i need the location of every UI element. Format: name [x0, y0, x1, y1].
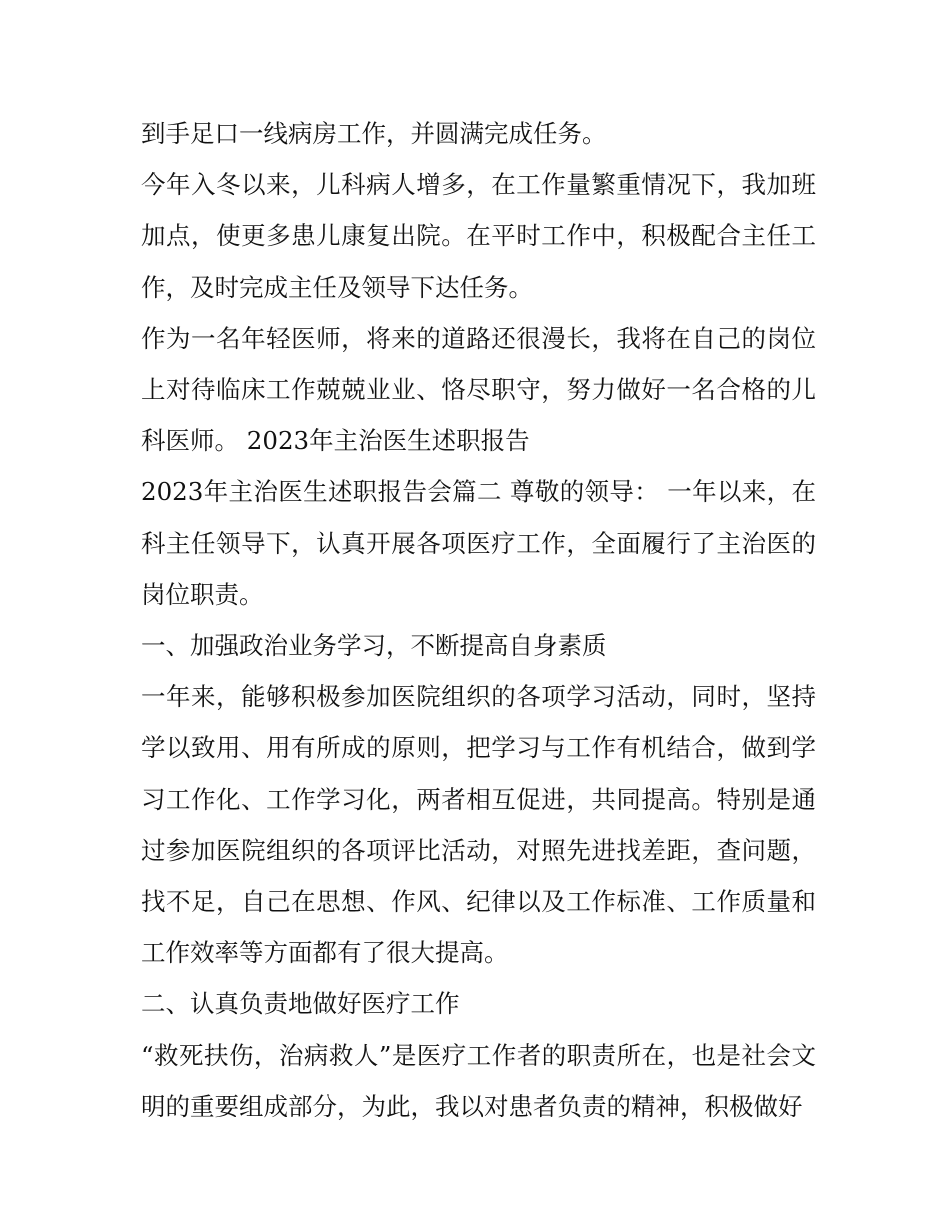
paragraph-medical-duty: “救死扶伤，治病救人”是医疗工作者的职责所在，也是社会文明的重要组成部分，为此，我以对患者负责的精神，积极做好 [141, 1040, 816, 1121]
section-heading-1: 一、加强政治业务学习，不断提高自身素质 [141, 631, 607, 661]
section-heading-2: 二、认真负责地做好医疗工作 [141, 989, 460, 1019]
document-body [141, 108, 816, 1132]
paragraph-study: 一年来，能够积极参加医院组织的各项学习活动，同时，坚持学以致用、用有所成的原则，把学习与工作有机结合，做到学习工作化、工作学习化，两者相互促进，共同提高。特别是通过参加医院组织的各项评比活动，对照先进找差距，查问题，找不足，自己在思想、作风、纪律以及工作标准、工作质量和工作效率等方面都有了很大提高。 [141, 682, 816, 968]
paragraph-winter-workload: 今年入冬以来，儿科病人增多，在工作量繁重情况下，我加班加点，使更多患儿康复出院。在平时工作中，积极配合主任工作，及时完成主任及领导下达任务。 [141, 170, 816, 302]
paragraph-continuation: 到手足口一线病房工作，并圆满完成任务。 [141, 119, 607, 148]
paragraph-young-physician: 作为一名年轻医师，将来的道路还很漫长，我将在自己的岗位上对待临床工作兢兢业业、恪尽职守，努力做好一名合格的儿科医师。 2023年主治医生述职报告 [141, 323, 816, 456]
paragraph-report-intro: 2023年主治医生述职报告会篇二 尊敬的领导： 一年以来，在科主任领导下，认真开展各项医疗工作，全面履行了主治医的岗位职责。 [141, 477, 816, 609]
